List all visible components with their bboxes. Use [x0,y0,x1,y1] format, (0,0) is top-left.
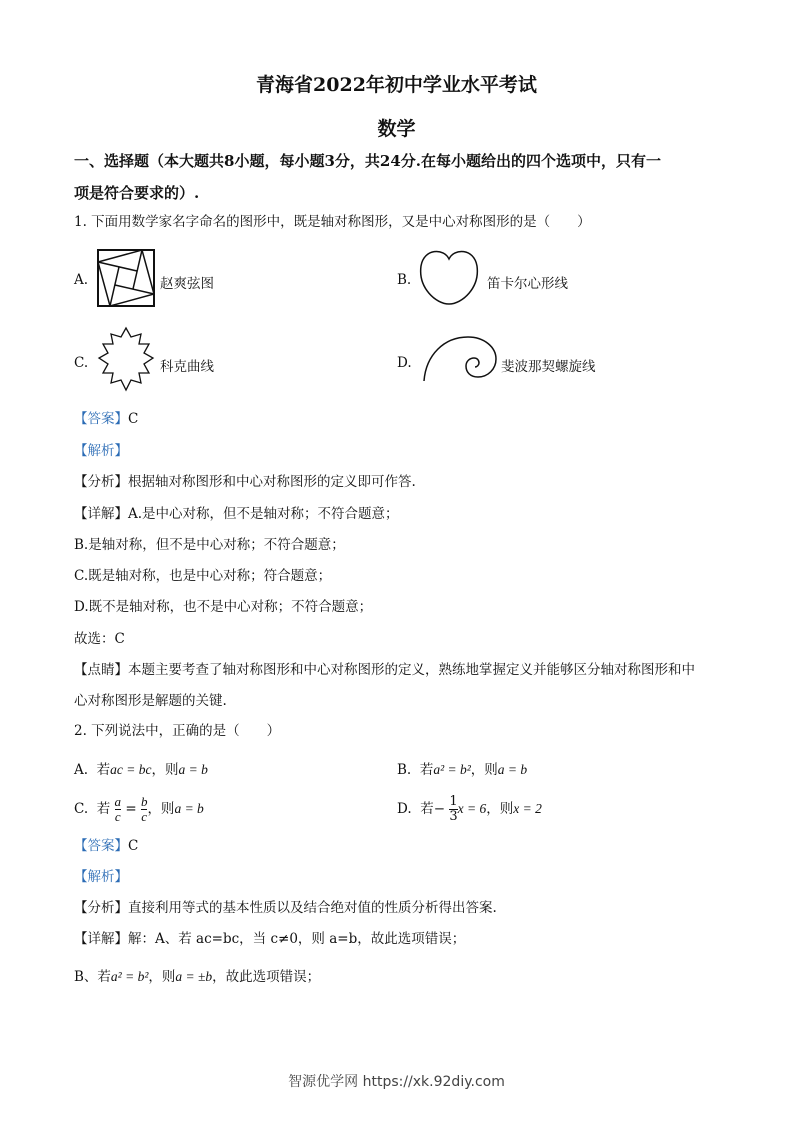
q2-fenxi: 【分析】直接利用等式的基本性质以及结合绝对值的性质分析得出答案. [74,900,497,916]
q1-detail-2: B.是轴对称，但不是中心对称；不符合题意； [74,537,345,553]
question-1-stem: 1. 下面用数学家名字命名的图形中，既是轴对称图形，又是中心对称图形的是（ ） [74,214,591,230]
q1-option-c-label: 科克曲线 [160,359,214,375]
q2-option-a-cond: ac = bc [110,762,152,777]
q2-option-c-fraction-1 [115,795,122,824]
fraction-denominator: c [114,809,121,824]
cardioid-icon [416,246,482,308]
q2-option-a-letter: A. [74,762,89,778]
zhao-shuang-diagram-icon [96,248,156,308]
q2-detail-2-res: a = ±b [175,969,213,984]
fraction-denominator: c [141,809,148,824]
q2-option-c-letter: C. [74,801,89,817]
q2-option-d-sign: − [433,801,446,817]
answer-tag: 【答案】 [74,411,128,427]
q1-dianjing-line2: 心对称图形是解题的关键. [74,693,227,709]
q1-dianjing-line1: 【点睛】本题主要考查了轴对称图形和中心对称图形的定义，熟练地掌握定义并能够区分轴对称图形和中 [74,662,695,678]
answer-value: C [128,411,139,427]
q2-detail-2-post: ，故此选项错误； [212,969,321,985]
q2-option-b-res: a = b [497,762,528,777]
subject-title: 数学 [377,118,416,140]
footer-watermark: 智源优学网 https://xk.92diy.com [288,1074,505,1090]
q2-option-a [74,763,208,778]
q1-option-b-label: 笛卡尔心形线 [487,276,568,292]
question-2-stem: 2. 下列说法中，正确的是（ ） [74,723,281,739]
q2-option-c-pre: 若 [96,801,111,817]
q2-option-a-pre: 若 [96,762,111,778]
q2-option-d-cond: x = 6 [457,801,487,816]
q2-option-d [397,795,542,824]
q2-option-a-res: a = b [178,762,208,777]
q2-detail-2-cond: a² = b² [110,969,149,984]
q2-option-c-eq: = [125,801,137,817]
fibonacci-spiral-icon [420,333,500,383]
q2-option-d-pre: 若 [420,801,434,817]
q2-analysis-tag: 【解析】 [74,869,128,885]
q2-answer [74,840,138,854]
q1-choose: 故选：C [74,631,125,647]
q1-answer [74,413,138,427]
q2-option-d-letter: D. [397,801,412,817]
q2-option-d-mid: ，则 [486,801,514,817]
q2-option-c [74,795,204,824]
q1-detail-4: D.既不是轴对称，也不是中心对称；不符合题意； [74,599,373,615]
answer-value: C [128,838,139,854]
section-heading-line2: 项是符合要求的）. [74,184,200,202]
q2-option-b-cond: a² = b² [433,762,471,777]
q2-option-b-letter: B. [397,762,412,778]
q2-option-b-mid: ，则 [470,762,498,778]
q1-option-a-letter: A. [74,272,89,288]
q1-option-b-letter: B. [397,272,412,288]
page-title: 青海省2022年初中学业水平考试 [256,74,537,96]
q2-detail-1: 【详解】解：A、若 ac=bc，当 c≠0，则 a=b，故此选项错误； [74,931,466,947]
q1-analysis-tag: 【解析】 [74,443,128,459]
q2-option-a-mid: ，则 [151,762,179,778]
q1-option-a-label: 赵爽弦图 [160,276,214,292]
q1-option-c-letter: C. [74,355,89,371]
q1-detail-1: 【详解】A.是中心对称，但不是轴对称；不符合题意； [74,506,399,522]
q2-option-c-res: a = b [174,801,204,816]
q2-option-c-mid: ，则 [147,801,175,817]
q2-detail-2-pre: B、若 [74,969,111,985]
fraction-numerator: 1 [449,794,458,809]
q2-detail-2-mid: ，则 [148,969,176,985]
fraction-numerator: b [140,794,148,809]
q2-detail-2 [74,970,320,985]
section-heading-line1: 一、选择题（本大题共8小题，每小题3分，共24分.在每小题给出的四个选项中，只有一 [74,152,661,170]
q1-option-d-letter: D. [397,355,412,371]
answer-tag: 【答案】 [74,838,128,854]
fraction-numerator: a [114,794,122,809]
fraction-denominator: 3 [449,809,458,824]
q2-option-d-fraction [449,795,457,824]
q1-option-d-label: 斐波那契螺旋线 [501,359,596,375]
q2-option-d-res: x = 2 [513,801,542,816]
q2-option-b-pre: 若 [419,762,434,778]
koch-snowflake-icon [93,325,159,393]
q2-option-b [397,763,527,778]
q1-fenxi: 【分析】根据轴对称图形和中心对称图形的定义即可作答. [74,474,416,490]
q1-detail-3: C.既是轴对称，也是中心对称；符合题意； [74,568,332,584]
